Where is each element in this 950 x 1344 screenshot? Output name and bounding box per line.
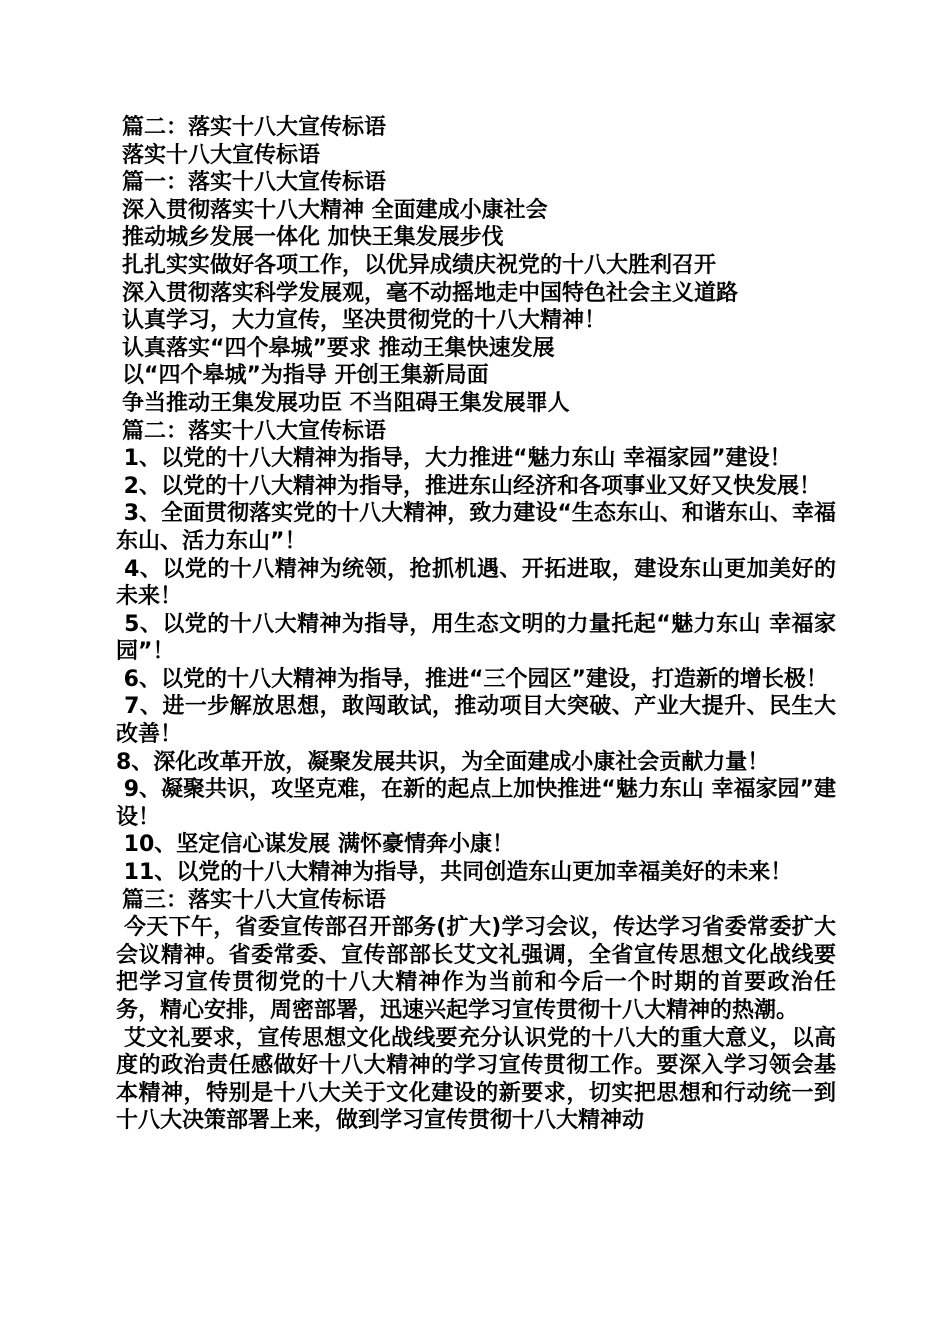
numbered-slogan: 3、全面贯彻落实党的十八大精神，致力建设“生态东山、和谐东山、幸福东山、活力东山”！ xyxy=(116,501,836,554)
numbered-slogan: 8、深化改革开放，凝聚发展共识，为全面建成小康社会贡献力量！ xyxy=(116,749,770,775)
slogan-line: 争当推动王集发展功臣 不当阻碍王集发展罪人 xyxy=(122,390,570,416)
section-heading: 篇二：落实十八大宣传标语 xyxy=(122,418,387,444)
numbered-slogan: 7、进一步解放思想，敢闯敢试，推动项目大突破、产业大提升、民生大改善！ xyxy=(116,694,836,748)
numbered-slogan: 6、以党的十八大精神为指导，推进“三个园区”建设，打造新的增长极！ xyxy=(123,666,828,692)
numbered-slogan: 5、以党的十八大精神为指导，用生态文明的力量托起“魅力东山 幸福家园”！ xyxy=(116,611,836,665)
section-heading: 篇二：落实十八大宣传标语 xyxy=(122,115,387,140)
numbered-slogan: 10、坚定信心谋发展 满怀豪情奔小康！ xyxy=(123,832,514,858)
numbered-slogan: 11、以党的十八大精神为指导，共同创造东山更加幸福美好的未来！ xyxy=(123,860,793,886)
slogan-line: 深入贯彻落实十八大精神 全面建成小康社会 xyxy=(122,197,548,223)
slogan-line: 认真学习，大力宣传，坚决贯彻党的十八大精神！ xyxy=(122,308,607,334)
slogan-line: 认真落实“四个皋城”要求 推动王集快速发展 xyxy=(122,335,555,361)
body-paragraph: 艾文礼要求，宣传思想文化战线要充分认识党的十八大的重大意义，以高度的政治责任感做好十八大精神的学习宣传贯彻工作。要深入学习领会基本精神，特别是十八大关于文化建设的新要求，切实把思想和行动统一到十八大决策部署上来，做到学习宣传贯彻十八大精神动 xyxy=(116,1025,836,1134)
document-body xyxy=(116,114,836,1135)
body-paragraph: 今天下午，省委宣传部召开部务(扩大)学习会议，传达学习省委常委扩大会议精神。省委常委、宣传部部长艾文礼强调，全省宣传思想文化战线要把学习宣传贯彻党的十八大精神作为当前和今后一个时期的首要政治任务，精心安排，周密部署，迅速兴起学习宣传贯彻十八大精神的热潮。 xyxy=(116,915,836,1023)
slogan-line: 推动城乡发展一体化 加快王集发展步伐 xyxy=(122,225,504,251)
numbered-slogan: 4、以党的十八精神为统领，抢抓机遇、开拓进取，建设东山更加美好的未来！ xyxy=(116,556,836,610)
numbered-slogan: 9、凝聚共识，攻坚克难，在新的起点上加快推进“魅力东山 幸福家园”建设！ xyxy=(116,777,836,830)
section-heading: 篇一：落实十八大宣传标语 xyxy=(122,170,387,196)
slogan-line: 以“四个皋城”为指导 开创王集新局面 xyxy=(122,363,489,389)
numbered-slogan: 2、以党的十八大精神为指导，推进东山经济和各项事业又好又快发展！ xyxy=(123,473,821,499)
section-heading: 篇三：落实十八大宣传标语 xyxy=(122,887,387,913)
document-title: 落实十八大宣传标语 xyxy=(122,142,321,168)
slogan-line: 扎扎实实做好各项工作，以优异成绩庆祝党的十八大胜利召开 xyxy=(122,252,717,278)
numbered-slogan: 1、以党的十八大精神为指导，大力推进“魅力东山 幸福家园”建设！ xyxy=(123,446,792,472)
slogan-line: 深入贯彻落实科学发展观，毫不动摇地走中国特色社会主义道路 xyxy=(122,280,739,306)
